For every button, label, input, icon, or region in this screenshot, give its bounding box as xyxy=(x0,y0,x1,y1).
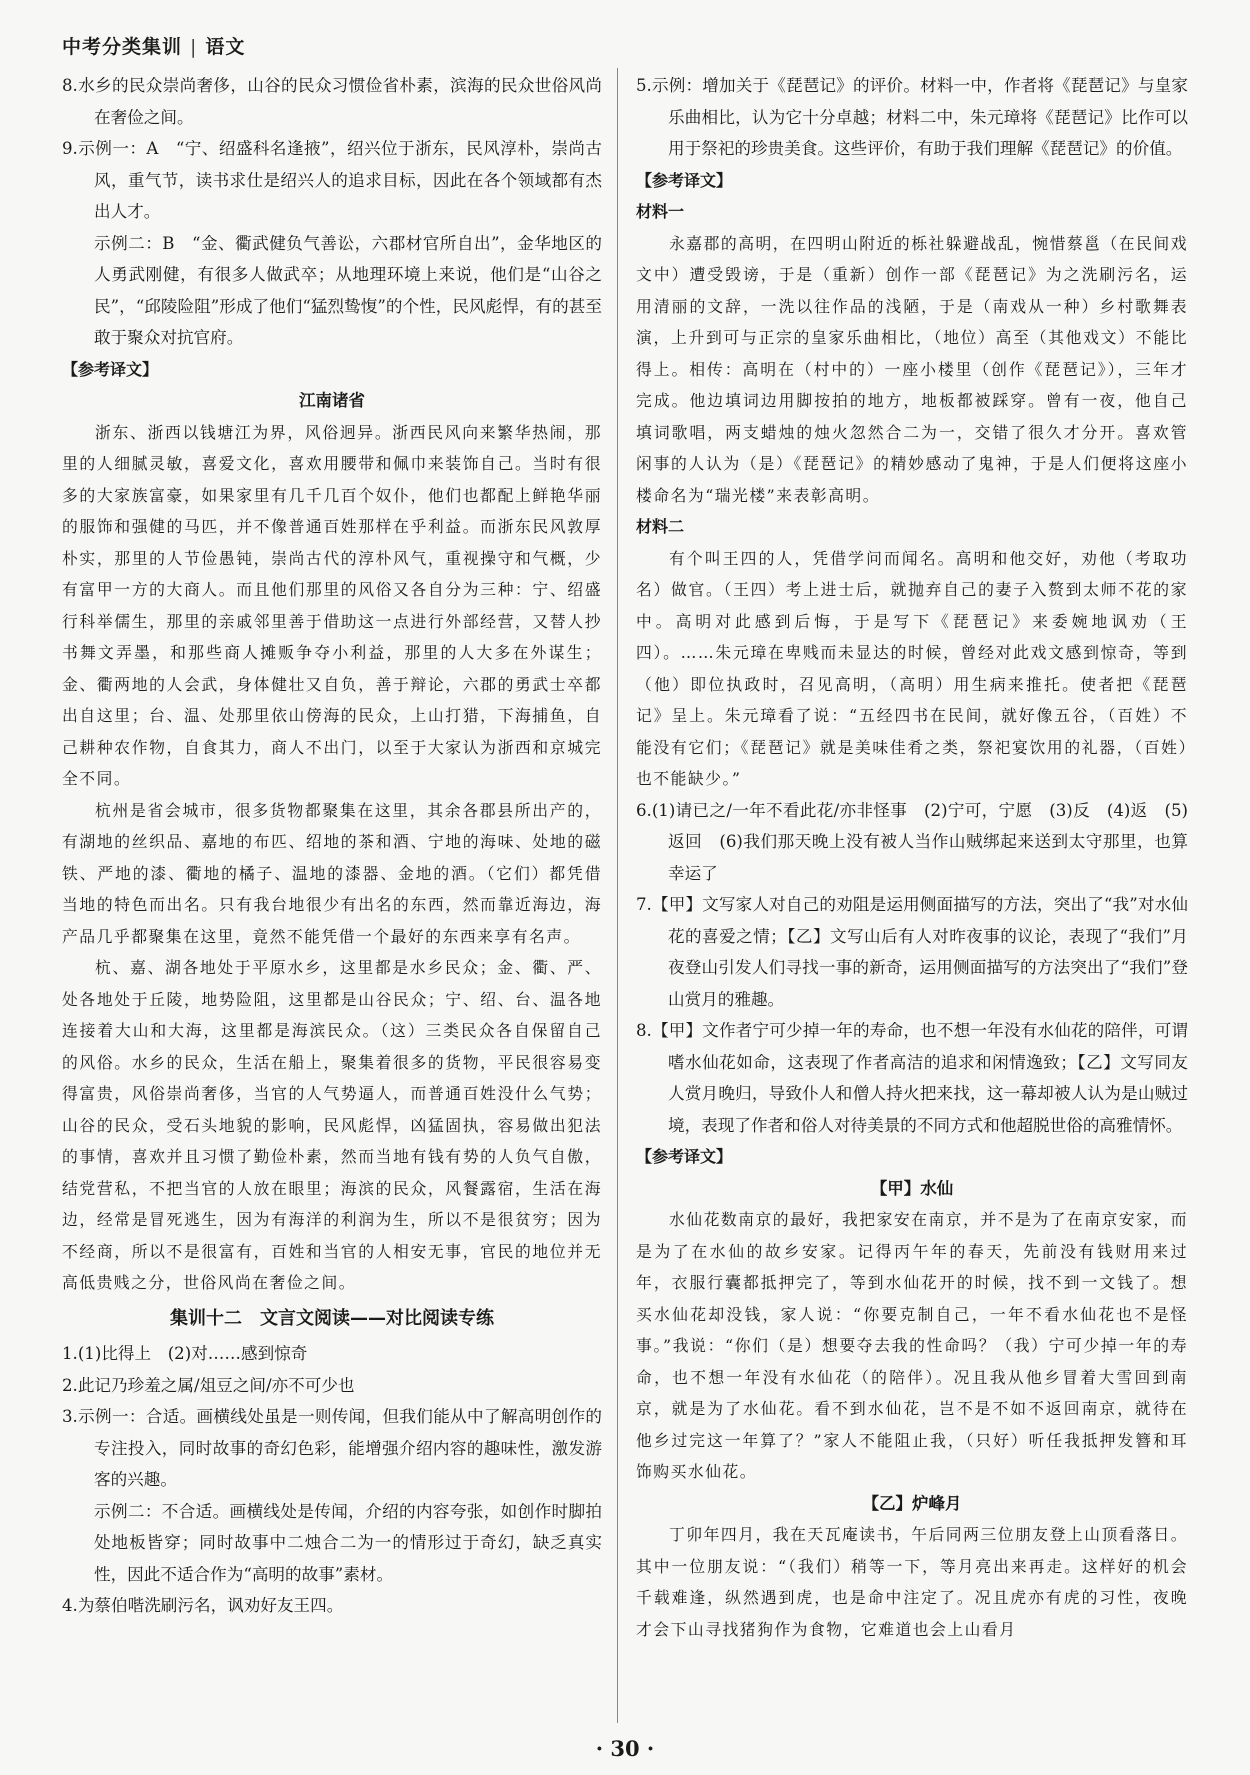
translation-title: 江南诸省 xyxy=(299,391,365,410)
answer-8: 8.【甲】文作者宁可少掉一年的寿命，也不想一年没有水仙花的陪伴，可谓嗜水仙花如命，这表现了作者高洁的追求和闲情逸致；【乙】文写同友人赏月晚归，导致仆人和僧人持火把来找，这一幕却被人认为是山贼过境，表现了作者和俗人对待美景的不同方式和他超脱世俗的高雅情怀。 xyxy=(636,1021,1188,1135)
reference-translation-label: 【参考译文】 xyxy=(62,359,159,379)
reference-translation-label: 【参考译文】 xyxy=(636,1147,733,1166)
page-number: · 30 · xyxy=(595,1736,655,1761)
header-separator: | xyxy=(190,36,198,58)
reference-translation-label: 【参考译文】 xyxy=(636,170,733,190)
text-jia-title: 【甲】水仙 xyxy=(870,1178,954,1198)
answer-2: 2.此记乃珍羞之属/俎豆之间/亦不可少也 xyxy=(62,1375,355,1395)
material-2-translation: 有个叫王四的人，凭借学问而闻名。高明和他交好，劝他（考取功名）做官。（王四）考上进士后，就抛弃自己的妻子入赘到太师不花的家中。高明对此感到后悔，于是写下《琵琶记》来委婉地讽劝（王四）。……朱元璋在卑贱而未显达的时候，曾经对此戏文感到惊奇，等到（他）即位执政时，召见高明，（高明）用生病来推托。使者把《琵琶记》呈上。朱元璋看了说：“五经四书在民间，就好像五谷，（百姓）不能没有它们；《琵琶记》就是美味佳肴之类，祭祀宴饮用的礼器，（百姓）也不能缺少。” xyxy=(636,548,1188,788)
answer-4: 4.为蔡伯喈洗刷污名，讽劝好友王四。 xyxy=(62,1596,344,1615)
answer-9-example-1: 9.示例一：A “宁、绍盛科名逢掖”，绍兴位于浙东，民风淳朴，崇尚古风，重气节，读书求仕是绍兴人的追求目标，因此在各个领域都有杰出人才。 xyxy=(62,139,602,221)
answer-8: 8.水乡的民众崇尚奢侈，山谷的民众习惯俭省朴素，滨海的民众世俗风尚在奢俭之间。 xyxy=(62,76,602,127)
answer-6: 6.(1)请已之/一年不看此花/亦非怪事 (2)宁可，宁愿 (3)反 (4)返 (5)返回 (6)我们那天晚上没有被人当作山贼绑起来送到太守那里，也算幸运了 xyxy=(636,800,1188,883)
material-2-label: 材料二 xyxy=(636,517,685,536)
page-header xyxy=(62,32,245,59)
text-yi-translation: 丁卯年四月，我在天瓦庵读书，午后同两三位朋友登上山顶看落日。其中一位朋友说：“（我们）稍等一下，等月亮出来再走。这样好的机会千载难逢，纵然遇到虎，也是命中注定了。况且虎亦有虎的习性，夜晚才会下山寻找猪狗作为食物，它难道也会上山看月 xyxy=(636,1525,1188,1639)
material-1-label: 材料一 xyxy=(636,202,685,221)
section-title: 集训十二 文言文阅读——对比阅读专练 xyxy=(170,1307,494,1329)
text-jia-translation: 水仙花数南京的最好，我把家安在南京，并不是为了在南京安家，而是为了在水仙的故乡安家。记得丙午年的春天，先前没有钱财用来过年，衣服行囊都抵押完了，等到水仙花开的时候，找不到一文钱了。想买水仙花却没钱，家人说：“你要克制自己，一年不看水仙花也不是怪事。”我说：“你们（是）想要夺去我的性命吗？（我）宁可少掉一年的寿命，也不想一年没有水仙花（的陪伴）。况且我从他乡冒着大雪回到南京，就是为了水仙花。看不到水仙花，岂不是不如不返回南京，就待在他乡过完这一年算了？”家人不能阻止我，（只好）听任我抵押发簪和耳饰购买水仙花。 xyxy=(636,1210,1188,1481)
right-column xyxy=(636,70,1188,1645)
answer-3-example-1: 3.示例一：合适。画横线处虽是一则传闻，但我们能从中了解高明创作的专注投入，同时故事的奇幻色彩，能增强介绍内容的趣味性，激发游客的兴趣。 xyxy=(62,1407,602,1489)
translation-paragraph-1: 浙东、浙西以钱塘江为界，风俗迥异。浙西民风向来繁华热闹，那里的人细腻灵敏，喜爱文化，喜欢用腰带和佩巾来装饰自己。当时有很多的大家族富豪，如果家里有几千几百个奴仆，他们也都配上鲜艳华丽的服饰和强健的马匹，并不像普通百姓那样在乎利益。而浙东民风敦厚朴实，那里的人节俭愚钝，崇尚古代的淳朴风气，重视操守和气概，少有富甲一方的大商人。而且他们那里的风俗又各自分为三种：宁、绍盛行科举儒生，那里的亲戚邻里善于借助这一点进行外部经营，又替人抄书舞文弄墨，和那些商人摊贩争夺小利益，那里的人大多在外谋生；金、衢两地的人会武，身体健壮又自负，善于辩论，六郡的勇武士卒都出自这里；台、温、处那里依山傍海的民众，上山打猎，下海捕鱼，自己耕种农作物，自食其力，商人不出门，以至于大家认为浙西和京城完全不同。 xyxy=(62,422,602,788)
translation-paragraph-2: 杭州是省会城市，很多货物都聚集在这里，其余各郡县所出产的，有湖地的丝织品、嘉地的布匹、绍地的茶和酒、宁地的海味、处地的磁铁、严地的漆、衢地的橘子、温地的漆器、金地的酒。（它们）都凭借当地的特色而出名。只有我台地很少有出名的东西，然而靠近海边，海产品几乎都聚集在这里，竟然不能凭借一个最好的东西来享有名声。 xyxy=(62,800,602,946)
left-column xyxy=(62,70,602,1622)
answer-9-example-2: 示例二：B “金、衢武健负气善讼，六郡材官所自出”，金华地区的人勇武刚健，有很多人做武卒；从地理环境上来说，他们是“山谷之民”，“邱陵险阻”形成了他们“猛烈鸷愎”的个性，民风彪悍，有的甚至敢于聚众对抗官府。 xyxy=(94,233,602,347)
answer-7: 7.【甲】文写家人对自己的劝阻是运用侧面描写的方法，突出了“我”对水仙花的喜爱之情；【乙】文写山后有人对昨夜事的议论，表现了“我们”月夜登山引发人们寻找一事的新奇，运用侧面描写的方法突出了“我们”登山赏月的雅趣。 xyxy=(636,895,1188,1009)
subject-label: 语文 xyxy=(205,36,246,58)
text-yi-title: 【乙】炉峰月 xyxy=(862,1493,962,1513)
translation-paragraph-3: 杭、嘉、湖各地处于平原水乡，这里都是水乡民众；金、衢、严、处各地处于丘陵，地势险阻，这里都是山谷民众；宁、绍、台、温各地连接着大山和大海，这里都是海滨民众。（这）三类民众各自保留自己的风俗。水乡的民众，生活在船上，聚集着很多的货物，平民很容易变得富贵，风俗崇尚奢侈，当官的人气势逼人，而普通百姓没什么气势；山谷的民众，受石头地貌的影响，民风彪悍，凶猛固执，容易做出犯法的事情，喜欢并且习惯了勤俭朴素，然而当地有钱有势的人负气自傲，结党营私，不把当官的人放在眼里；海滨的民众，风餐露宿，生活在海边，经常是冒死逃生，因为有海洋的利润为生，所以不是很贫穷；因为不经商，所以不是很富有，百姓和当官的人相安无事，官民的地位并无高低贵贱之分，世俗风尚在奢俭之间。 xyxy=(62,958,602,1292)
material-1-translation: 永嘉郡的高明，在四明山附近的栎社躲避战乱，惋惜蔡邕（在民间戏文中）遭受毁谤，于是（重新）创作一部《琵琶记》为之洗刷污名，运用清丽的文辞，一洗以往作品的浅陋，于是（南戏从一种）乡村歌舞表演，上升到可与正宗的皇家乐曲相比，（地位）高至（其他戏文）不能比得上。相传：高明在（村中的）一座小楼里（创作《琵琶记》），三年才完成。他边填词边用脚按拍的地方，地板都被踩穿。曾有一夜，他自己填词歌唱，两支蜡烛的烛火忽然合二为一，交错了很久才分开。喜欢管闲事的人认为（是）《琵琶记》的精妙感动了鬼神，于是人们便将这座小楼命名为“瑞光楼”来表彰高明。 xyxy=(636,233,1188,505)
book-series-title: 中考分类集训 xyxy=(62,36,183,58)
answer-5: 5.示例：增加关于《琵琶记》的评价。材料一中，作者将《琵琶记》与皇家乐曲相比，认为它十分卓越；材料二中，朱元璋将《琵琶记》比作可以用于祭祀的珍贵美食。这些评价，有助于我们理解《琵琶记》的价值。 xyxy=(636,76,1188,158)
answer-1: 1.(1)比得上 (2)对……感到惊奇 xyxy=(62,1344,308,1363)
column-divider xyxy=(617,68,618,1723)
answer-3-example-2: 示例二：不合适。画横线处是传闻，介绍的内容夸张，如创作时脚拍处地板皆穿；同时故事中二烛合二为一的情形过于奇幻，缺乏真实性，因此不适合作为“高明的故事”素材。 xyxy=(94,1501,602,1584)
